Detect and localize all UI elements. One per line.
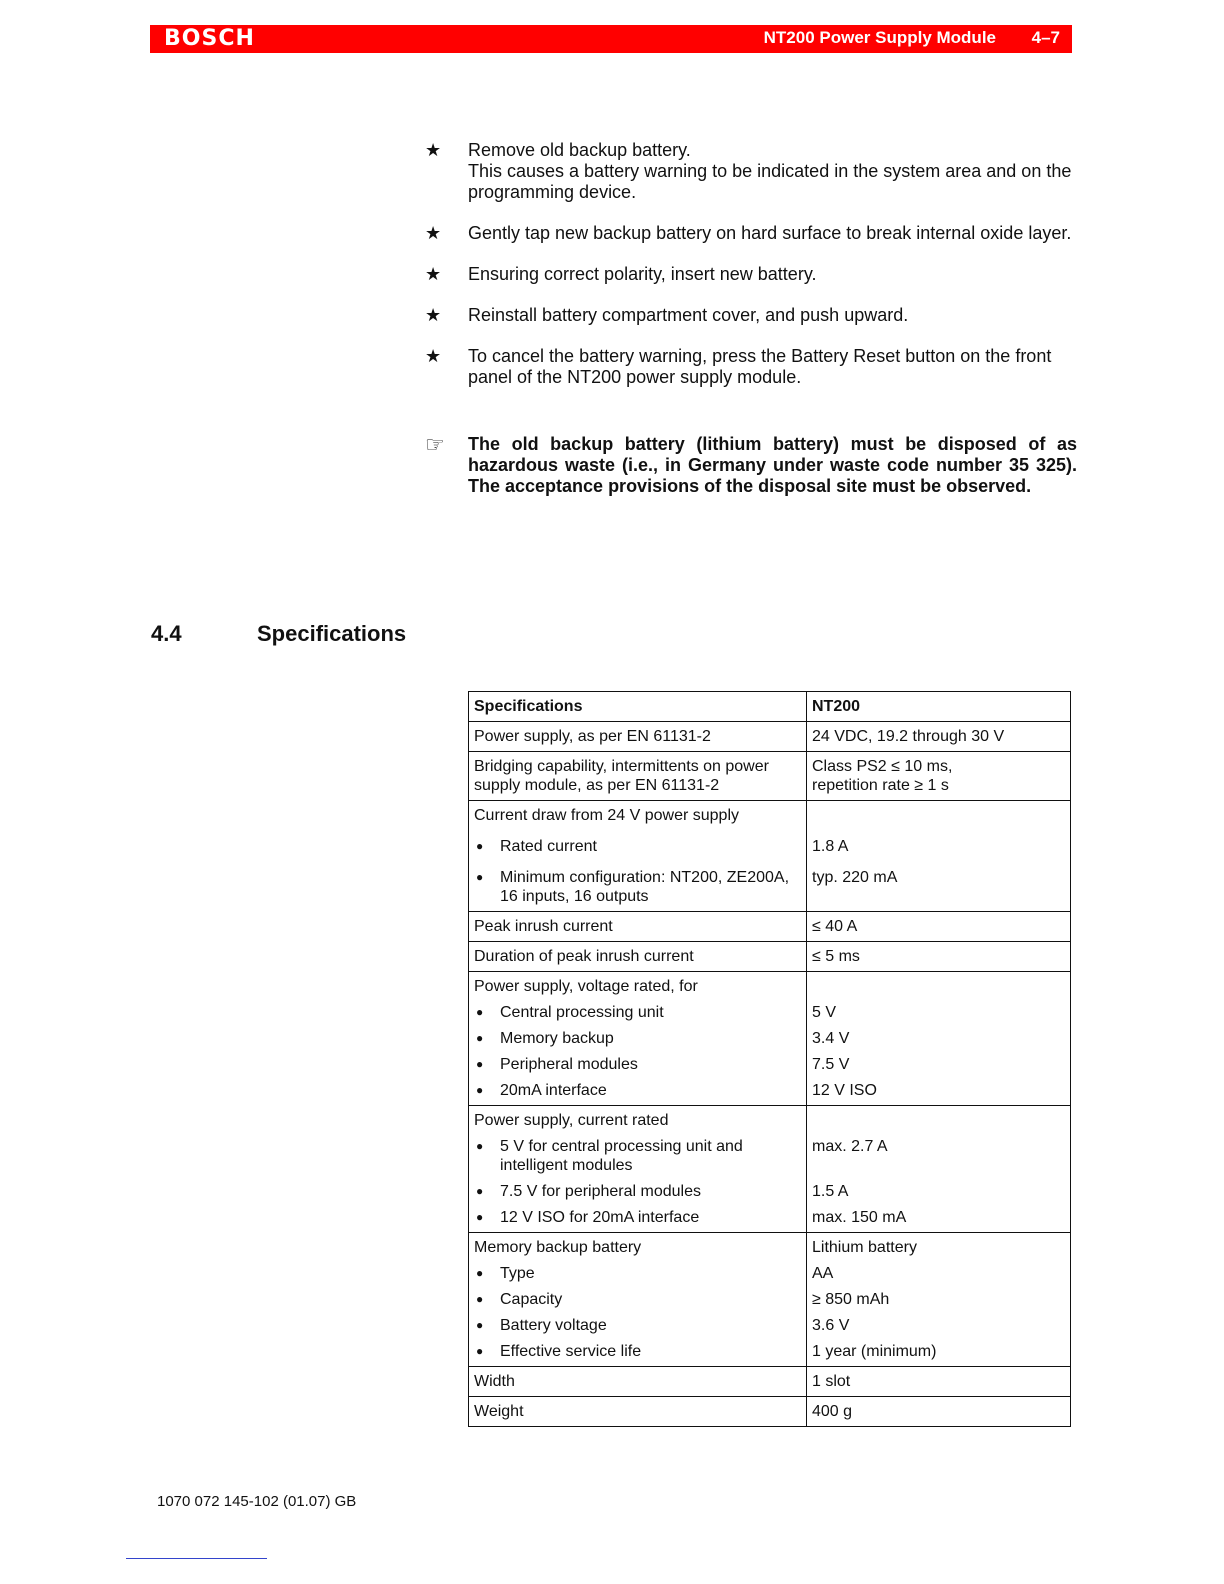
bullet-icon: ● — [476, 1344, 484, 1358]
procedure-step — [425, 264, 1077, 285]
table-row — [469, 1397, 1071, 1427]
spec-label: Width — [474, 1373, 515, 1390]
disposal-note — [425, 434, 1077, 497]
bullet-icon: ● — [476, 1031, 484, 1045]
spec-value: 1 slot — [812, 1373, 851, 1390]
spec-label-cell — [469, 722, 807, 752]
spec-sub-item — [474, 1208, 801, 1227]
spec-label-cell — [469, 972, 807, 1106]
spec-value: Class PS2 ≤ 10 ms, — [812, 758, 953, 775]
bullet-icon: ● — [476, 1210, 484, 1224]
spec-sub-item-text: 20mA interface — [500, 1082, 607, 1099]
spec-value: Lithium battery — [812, 1239, 917, 1256]
spec-value-cell — [807, 972, 1071, 1106]
spec-sub-item — [474, 1290, 801, 1309]
spec-value: ≤ 40 A — [812, 918, 858, 935]
spec-label: Power supply, voltage rated, for — [474, 978, 698, 995]
spec-sub-item — [474, 1137, 801, 1175]
procedure-step — [425, 305, 1077, 326]
spec-sub-item — [474, 1081, 801, 1100]
spec-sub-item — [474, 1264, 801, 1283]
spec-value-cell — [807, 722, 1071, 752]
spec-label: Power supply, current rated — [474, 1112, 669, 1129]
specifications-table — [468, 691, 1071, 1427]
procedure-step — [425, 223, 1077, 244]
table-header-specifications: Specifications — [469, 692, 807, 722]
document-number: 1070 072 145-102 (01.07) GB — [157, 1493, 357, 1510]
bullet-icon: ● — [476, 1318, 484, 1332]
spec-sub-item-text: Battery voltage — [500, 1317, 607, 1334]
table-row — [469, 722, 1071, 752]
spec-sub-item — [474, 1003, 801, 1022]
spec-sub-item-text: Rated current — [500, 838, 597, 855]
spec-label-cell — [469, 801, 807, 912]
procedure-step — [425, 140, 1077, 203]
spec-value: 1 year (minimum) — [812, 1343, 937, 1360]
spec-value-cell — [807, 752, 1071, 801]
page-header — [150, 25, 1072, 53]
spec-sub-item — [474, 1029, 801, 1048]
spec-sub-item-text: Minimum configuration: NT200, ZE200A, 16 inputs, 16 outputs — [500, 869, 790, 905]
star-bullet-icon: ★ — [425, 305, 442, 325]
header-title: NT200 Power Supply Module — [763, 28, 996, 47]
spec-value — [812, 806, 1065, 825]
step-text: Reinstall battery compartment cover, and push upward. — [468, 305, 909, 325]
spec-value-cell — [807, 1397, 1071, 1427]
spec-sub-item — [474, 1342, 801, 1361]
spec-label: Weight — [474, 1403, 524, 1420]
spec-label-cell — [469, 1233, 807, 1367]
table-row — [469, 912, 1071, 942]
spec-label-cell — [469, 942, 807, 972]
spec-sub-item — [474, 1055, 801, 1074]
spec-value-cell — [807, 912, 1071, 942]
spec-sub-item-text: Memory backup — [500, 1030, 614, 1047]
spec-label: Current draw from 24 V power supply — [474, 807, 739, 824]
spec-value: AA — [812, 1265, 834, 1282]
page-number: 4–7 — [1031, 28, 1060, 47]
spec-label-cell — [469, 912, 807, 942]
pointing-hand-icon: ☞ — [425, 432, 445, 457]
spec-value — [812, 977, 1065, 996]
spec-sub-item-text: Type — [500, 1265, 535, 1282]
procedure-step — [425, 346, 1077, 388]
bullet-icon: ● — [476, 839, 484, 853]
spec-label: Duration of peak inrush current — [474, 948, 694, 965]
spec-value: 3.4 V — [812, 1030, 850, 1047]
spec-sub-item — [474, 837, 801, 856]
note-text: The old backup battery (lithium battery) must be disposed of as hazardous waste (i.e., in Germany under waste code number 35 325). The acceptance provisions of the disposal site must be observed. — [468, 434, 1077, 496]
spec-value: 24 VDC, 19.2 through 30 V — [812, 728, 1005, 745]
step-text: Ensuring correct polarity, insert new battery. — [468, 264, 817, 284]
spec-sub-item — [474, 868, 801, 906]
spec-value: max. 150 mA — [812, 1209, 907, 1226]
spec-value: 5 V — [812, 1004, 837, 1021]
spec-value: ≤ 5 ms — [812, 948, 860, 965]
step-text: To cancel the battery warning, press the Battery Reset button on the front panel of the NT200 power supply module. — [468, 346, 1052, 387]
spec-label-cell — [469, 1106, 807, 1233]
spec-label-cell — [469, 752, 807, 801]
table-row — [469, 972, 1071, 1106]
spec-label: Peak inrush current — [474, 918, 613, 935]
spec-value: 12 V ISO — [812, 1082, 877, 1099]
spec-sub-item-text: 12 V ISO for 20mA interface — [500, 1209, 700, 1226]
spec-value: ≥ 850 mAh — [812, 1291, 890, 1308]
spec-value: 1.8 A — [812, 838, 849, 855]
spec-value — [812, 1111, 1065, 1130]
bullet-icon: ● — [476, 870, 484, 884]
spec-sub-item-text: 7.5 V for peripheral modules — [500, 1183, 701, 1200]
bullet-icon: ● — [476, 1292, 484, 1306]
bullet-icon: ● — [476, 1266, 484, 1280]
spec-value-cell — [807, 1106, 1071, 1233]
star-bullet-icon: ★ — [425, 264, 442, 284]
spec-value: max. 2.7 A — [812, 1138, 888, 1155]
star-bullet-icon: ★ — [425, 140, 442, 160]
spec-label: Power supply, as per EN 61131-2 — [474, 728, 711, 745]
spec-value-cell — [807, 1367, 1071, 1397]
table-row — [469, 1367, 1071, 1397]
table-row — [469, 752, 1071, 801]
section-number: 4.4 — [151, 621, 182, 646]
spec-sub-item-text: Capacity — [500, 1291, 563, 1308]
spec-value-cell — [807, 1233, 1071, 1367]
table-row — [469, 1233, 1071, 1367]
spec-value: 7.5 V — [812, 1056, 850, 1073]
spec-value-cell — [807, 942, 1071, 972]
spec-sub-item — [474, 1182, 801, 1201]
spec-sub-item-text: Effective service life — [500, 1343, 642, 1360]
bullet-icon: ● — [476, 1057, 484, 1071]
table-row — [469, 1106, 1071, 1233]
bullet-icon: ● — [476, 1083, 484, 1097]
star-bullet-icon: ★ — [425, 223, 442, 243]
spec-sub-item-text: Central processing unit — [500, 1004, 664, 1021]
spec-value: 400 g — [812, 1403, 853, 1420]
step-text: This causes a battery warning to be indicated in the system area and on the programming device. — [468, 161, 1072, 202]
link-underline — [126, 1558, 267, 1559]
spec-label: Bridging capability, intermittents on power supply module, as per EN 61131-2 — [474, 758, 769, 794]
step-text: Gently tap new backup battery on hard surface to break internal oxide layer. — [468, 223, 1072, 243]
spec-sub-item-text: Peripheral modules — [500, 1056, 638, 1073]
spec-label-cell — [469, 1367, 807, 1397]
section-title: Specifications — [257, 621, 407, 646]
bullet-icon: ● — [476, 1139, 484, 1153]
bullet-icon: ● — [476, 1184, 484, 1198]
star-bullet-icon: ★ — [425, 346, 442, 366]
spec-value: repetition rate ≥ 1 s — [812, 777, 949, 794]
table-row — [469, 801, 1071, 912]
spec-value: typ. 220 mA — [812, 869, 898, 886]
table-header-nt200: NT200 — [807, 692, 1071, 722]
table-row — [469, 942, 1071, 972]
spec-label-cell — [469, 1397, 807, 1427]
spec-value: 3.6 V — [812, 1317, 850, 1334]
spec-sub-item — [474, 1316, 801, 1335]
bullet-icon: ● — [476, 1005, 484, 1019]
procedure-steps — [425, 140, 1077, 408]
spec-value-cell — [807, 801, 1071, 912]
spec-label: Memory backup battery — [474, 1239, 642, 1256]
spec-sub-item-text: 5 V for central processing unit and intelligent modules — [500, 1138, 743, 1174]
step-text: Remove old backup battery. — [468, 140, 691, 160]
spec-value: 1.5 A — [812, 1183, 849, 1200]
bosch-logo: BOSCH — [164, 26, 255, 51]
